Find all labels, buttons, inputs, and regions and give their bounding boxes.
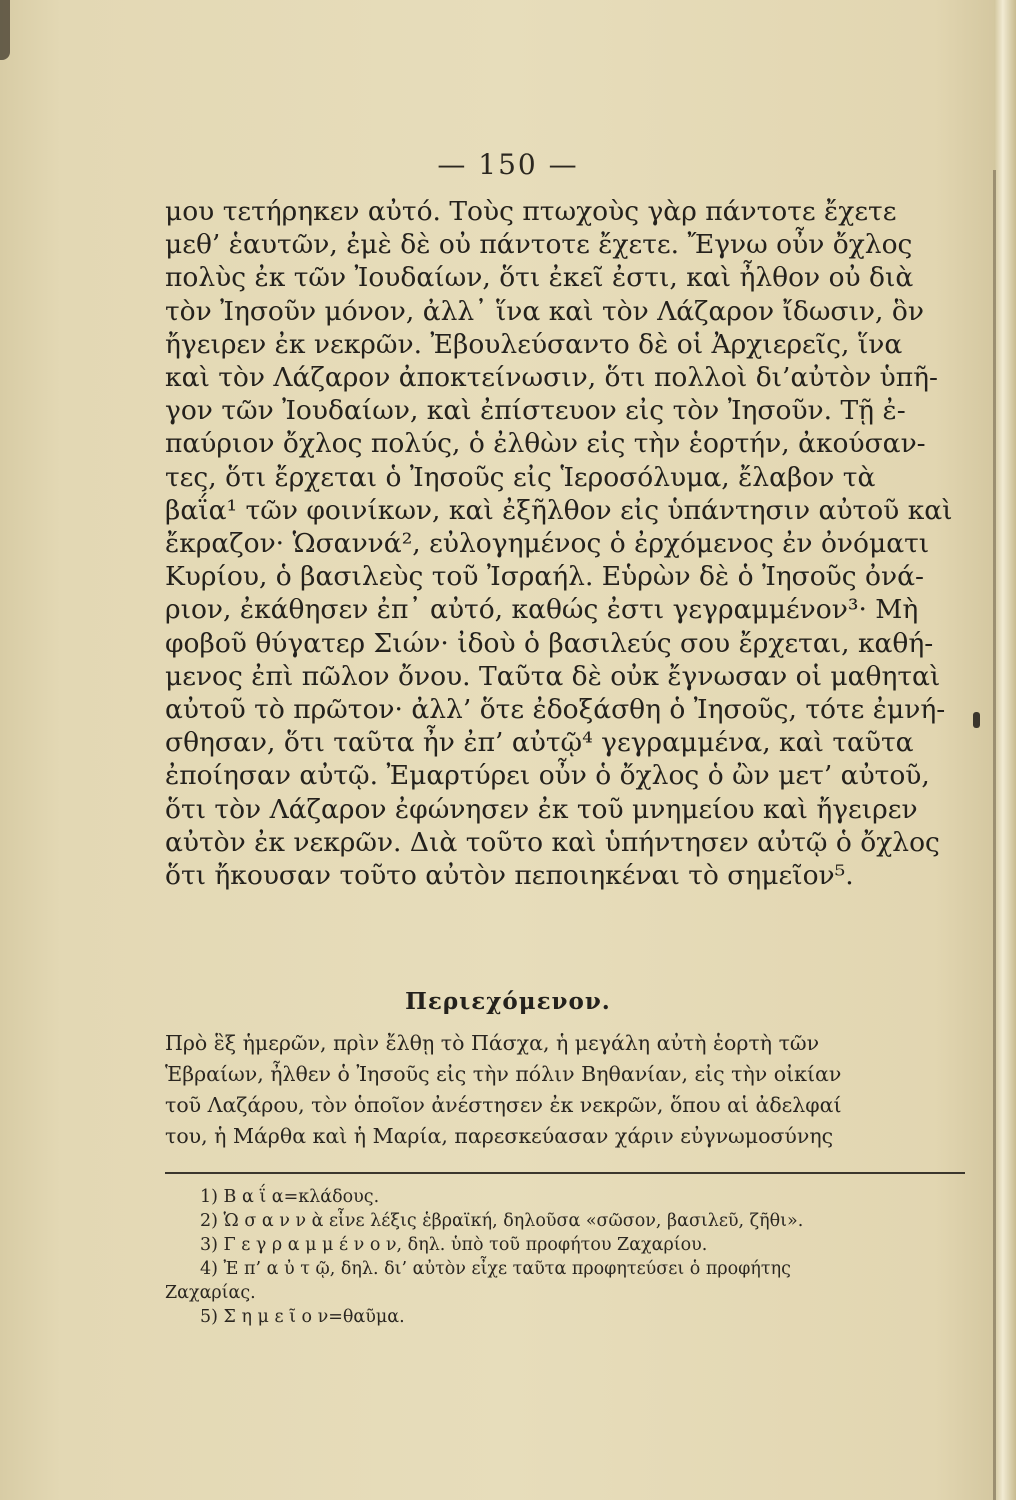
text-line: σθησαν, ὅτι ταῦτα ἦν ἐπ’ αὐτῷ⁴ γεγραμμένα, καὶ ταῦτα [165,727,914,759]
summary-line: Ἑβραίων, ἦλθεν ὁ Ἰησοῦς εἰς τὴν πόλιν Βηθανίαν, εἰς τὴν οἰκίαν [165,1062,842,1086]
text-line: μου τετήρηκεν αὐτό. Τοὺς πτωχοὺς γὰρ πάντοτε ἔχετε [165,196,897,227]
footnote-5: 5) Σ η μ ε ῖ ο ν=θαῦμα. [200,1307,405,1327]
text-line: πολὺς ἐκ τῶν Ἰουδαίων, ὅτι ἐκεῖ ἐστι, καὶ ἦλθον οὐ διὰ [165,262,914,294]
text-line: βαΐα¹ τῶν φοινίκων, καὶ ἐξῆλθον εἰς ὑπάντησιν αὐτοῦ καὶ [165,494,953,526]
text-line: τὸν Ἰησοῦν μόνον, ἀλλ᾽ ἵνα καὶ τὸν Λάζαρον ἴδωσιν, ὃν [165,295,924,327]
footnote-4-continued: Ζαχαρίας. [165,1283,256,1303]
page-corner-shadow [0,0,10,60]
text-line: μεθ’ ἑαυτῶν, ἐμὲ δὲ οὐ πάντοτε ἔχετε. Ἔγνω οὖν ὄχλος [165,229,913,261]
footnote-3: 3) Γ ε γ ρ α μ μ έ ν ο ν, δηλ. ὑπὸ τοῦ προφήτου Ζαχαρίου. [200,1235,708,1255]
text-line: Κυρίου, ὁ βασιλεὺς τοῦ Ἰσραήλ. Εὑρὼν δὲ ὁ Ἰησοῦς ὀνά- [165,561,924,593]
text-line: ὅτι τὸν Λάζαρον ἐφώνησεν ἐκ τοῦ μνημείου καὶ ἤγειρεν [165,793,918,825]
text-line: γον τῶν Ἰουδαίων, καὶ ἐπίστευον εἰς τὸν Ἰησοῦν. Τῇ ἐ- [165,395,906,427]
summary-text [165,1028,965,1152]
page-number: — 150 — [437,148,579,181]
margin-mark [973,712,980,728]
text-line: ριον, ἐκάθησεν ἐπ᾽ αὐτό, καθώς ἐστι γεγραμμένον³· Μὴ [165,594,919,626]
text-line: καὶ τὸν Λάζαρον ἀποκτείνωσιν, ὅτι πολλοὶ δι’αὐτὸν ὑπῆ- [165,362,938,394]
main-text [165,195,965,892]
text-line: αὐτοῦ τὸ πρῶτον· ἀλλ’ ὅτε ἐδοξάσθη ὁ Ἰησοῦς, τότε ἐμνή- [165,694,946,726]
text-line: ἐποίησαν αὐτῷ. Ἐμαρτύρει οὖν ὁ ὄχλος ὁ ὢν μετ’ αὐτοῦ, [165,760,930,792]
summary-line: τοῦ Λαζάρου, τὸν ὁποῖον ἀνέστησεν ἐκ νεκρῶν, ὅπου αἱ ἀδελφαί [165,1093,842,1117]
footnotes [165,1185,965,1329]
footnote-1: 1) Β α ΐ α=κλάδους. [200,1187,380,1207]
text-line: ἔκραζον· Ὡσαννά², εὐλογημένος ὁ ἐρχόμενος ἐν ὀνόματι [165,528,930,560]
text-line: παύριον ὄχλος πολύς, ὁ ἐλθὼν εἰς τὴν ἑορτήν, ἀκούσαν- [165,428,926,460]
section-heading: Περιεχόμενον. [405,988,611,1015]
footnote-2: 2) Ὡ σ α ν ν ὰ εἶνε λέξις ἑβραϊκή, δηλοῦσα «σῶσον, βασιλεῦ, ζῆθι». [200,1211,804,1231]
summary-line: Πρὸ ἓξ ἡμερῶν, πρὶν ἔλθῃ τὸ Πάσχα, ἡ μεγάλη αὐτὴ ἑορτὴ τῶν [165,1031,820,1055]
text-line: αὐτὸν ἐκ νεκρῶν. Διὰ τοῦτο καὶ ὑπήντησεν αὐτῷ ὁ ὄχλος [165,826,940,858]
text-line: φοβοῦ θύγατερ Σιών· ἰδοὺ ὁ βασιλεύς σου ἔρχεται, καθή- [165,627,934,659]
page-edge [994,0,1016,1500]
text-line: μενος ἐπὶ πῶλον ὄνου. Ταῦτα δὲ οὐκ ἔγνωσαν οἱ μαθηταὶ [165,660,941,692]
text-line: τες, ὅτι ἔρχεται ὁ Ἰησοῦς εἰς Ἱεροσόλυμα, ἔλαβον τὰ [165,461,876,493]
footnote-4: 4) Ἐ π’ α ὐ τ ῷ, δηλ. δι’ αὐτὸν εἶχε ταῦτα προφητεύσει ὁ προφήτης [200,1259,791,1279]
text-line: ἤγειρεν ἐκ νεκρῶν. Ἐβουλεύσαντο δὲ οἱ Ἀρχιερεῖς, ἵνα [165,328,903,360]
binding-line [993,170,996,1500]
summary-line: του, ἡ Μάρθα καὶ ἡ Μαρία, παρεσκεύασαν χάριν εὐγνωμοσύνης [165,1124,834,1148]
text-line: ὅτι ἤκουσαν τοῦτο αὐτὸν πεποιηκέναι τὸ σημεῖον⁵. [165,860,854,892]
footnote-divider [165,1172,965,1174]
